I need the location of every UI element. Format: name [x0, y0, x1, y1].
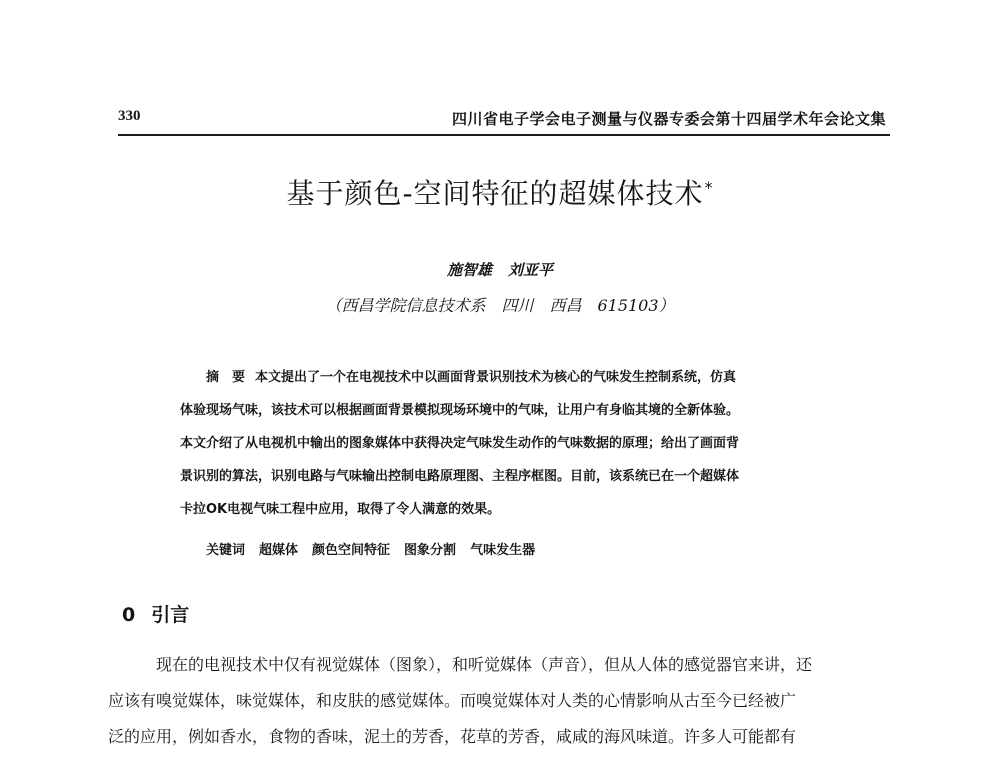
affiliation: （西昌学院信息技术系 四川 西昌 615103）	[325, 296, 675, 315]
keywords-label: 关键词	[206, 543, 246, 558]
keyword: 颜色空间特征	[312, 543, 391, 558]
abstract	[180, 366, 840, 531]
abstract-line: 体验现场气味，该技术可以根据画面背景模拟现场环境中的气味，让用户有身临其境的全新体验。	[180, 403, 740, 418]
section-title: 引言	[151, 604, 190, 626]
abstract-line: 本文介绍了从电视机中输出的图象媒体中获得决定气味发生动作的气味数据的原理；给出了画面背	[180, 436, 740, 451]
body-line: 现在的电视技术中仅有视觉媒体（图象），和听觉媒体（声音），但从人体的感觉器官来讲，还	[156, 655, 813, 674]
section-number: 0	[122, 604, 136, 626]
keywords	[206, 539, 535, 558]
keyword: 超媒体	[259, 543, 299, 558]
keyword: 图象分割	[404, 543, 457, 558]
abstract-line: 景识别的算法，识别电路与气味输出控制电路原理图、主程序框图。目前，该系统已在一个超媒体	[180, 469, 740, 484]
title-footnote-mark: *	[704, 177, 714, 197]
abstract-line: 卡拉OK电视气味工程中应用，取得了令人满意的效果。	[180, 502, 501, 517]
page-number: 330	[118, 108, 141, 124]
running-header	[118, 108, 890, 130]
paper-title-text: 基于颜色-空间特征的超媒体技术	[286, 177, 704, 210]
abstract-text: 本文提出了一个在电视技术中以画面背景识别技术为核心的气味发生控制系统，仿真	[255, 370, 737, 385]
author-name: 刘亚平	[508, 261, 554, 279]
authors	[0, 259, 1000, 280]
body-line: 应该有嗅觉媒体，味觉媒体，和皮肤的感觉媒体。而嗅觉媒体对人类的心情影响从古至今已经被广	[108, 691, 797, 710]
header-rule	[118, 134, 890, 136]
abstract-label: 摘 要	[206, 370, 246, 385]
body-line: 泛的应用，例如香水，食物的香味，泥土的芳香，花草的芳香，咸咸的海风味道。许多人可能都有	[108, 727, 797, 746]
abstract-line	[180, 366, 840, 399]
author-name: 施智雄	[446, 261, 492, 279]
paper-title	[0, 172, 1000, 212]
keyword: 气味发生器	[470, 543, 536, 558]
journal-title: 四川省电子学会电子测量与仪器专委会第十四届学术年会论文集	[451, 110, 886, 128]
body-text	[108, 652, 888, 760]
section-heading	[122, 600, 189, 627]
